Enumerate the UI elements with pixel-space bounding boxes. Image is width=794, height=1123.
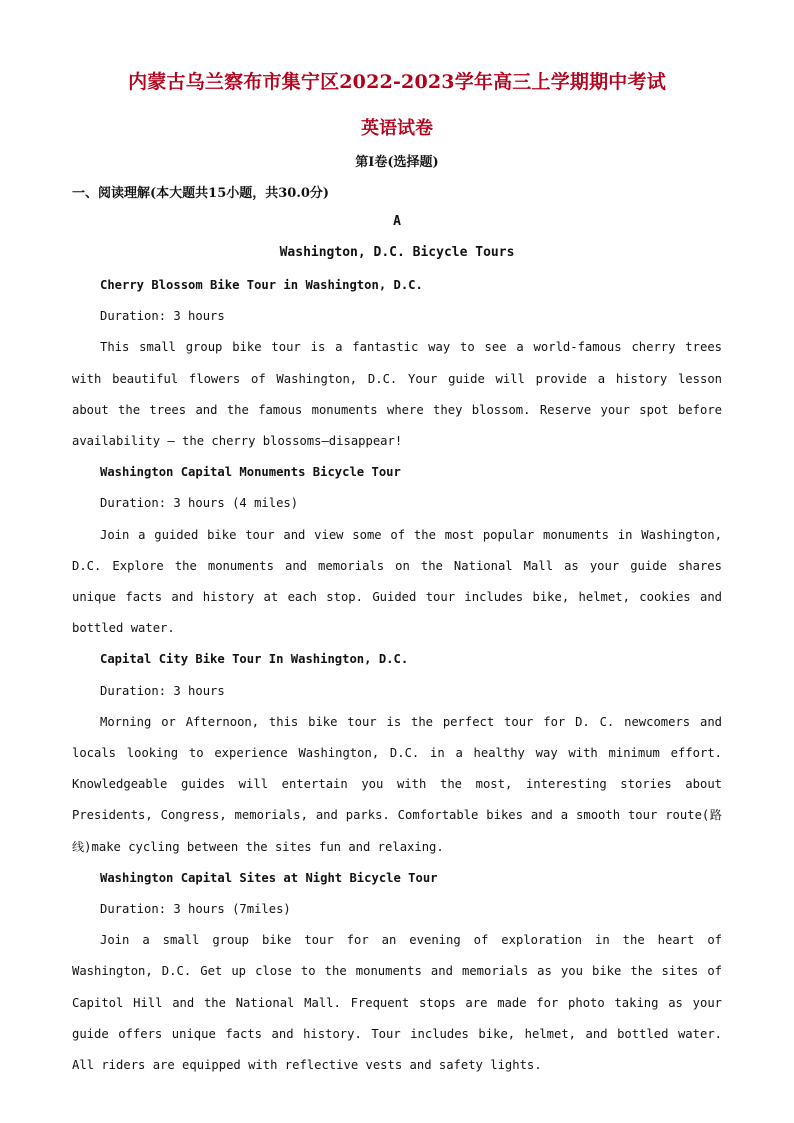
tour-name: Washington Capital Sites at Night Bicycle Tour <box>100 870 438 885</box>
tour-description: Join a small group bike tour for an evening of exploration in the heart of Washington, D.C. Get up close to the monuments and memorials as you bike the sites of Capitol Hill and the National Mall. Frequent stops are made for photo taking as your guide offers unique facts and history. Tour includes bike, helmet, and bottled water. All riders are equipped with reflective vests and safety lights. <box>72 933 722 1073</box>
tour-description: Morning or Afternoon, this bike tour is the perfect tour for D. C. newcomers and locals looking to experience Washington, D.C. in a healthy way with minimum effort. Knowledgeable guides will entertain you with the most, interesting stories about Presidents, Congress, memorials, and parks. Comfortable bikes and a smooth tour route(路线)make cycling between the sites fun and relaxing. <box>72 714 722 854</box>
tour-description: Join a guided bike tour and view some of the most popular monuments in Washington, D.C. Explore the monuments and memorials on the National Mall as your guide shares unique facts and history at each stop. Guided tour includes bike, helmet, cookies and bottled water. <box>72 527 722 636</box>
tour-name: Capital City Bike Tour In Washington, D.C. <box>100 652 409 667</box>
section-heading: 一、阅读理解(本大题共15小题，共30.0分) <box>72 186 330 201</box>
passage-label: A <box>393 214 401 229</box>
volume-label: 第I卷(选择题) <box>355 155 439 170</box>
tour-description: This small group bike tour is a fantastic way to see a world-famous cherry trees with beautiful flowers of Washington, D.C. Your guide will provide a history lesson about the trees and the famous monuments where they blossom. Reserve your spot before availability — the cherry blossoms—disappear! <box>72 340 722 449</box>
tour-duration: Duration: 3 hours (4 miles) <box>100 496 299 511</box>
tour-duration: Duration: 3 hours (7miles) <box>100 902 291 917</box>
tour-name: Washington Capital Monuments Bicycle Tour <box>100 465 401 480</box>
tour-name: Cherry Blossom Bike Tour in Washington, D.C. <box>100 278 423 292</box>
tour-duration: Duration: 3 hours <box>100 683 225 698</box>
passage-content <box>72 270 722 1081</box>
exam-subtitle: 英语试卷 <box>361 118 433 139</box>
passage-title: Washington, D.C. Bicycle Tours <box>279 245 515 260</box>
tour-duration: Duration: 3 hours <box>100 309 225 324</box>
exam-title: 内蒙古乌兰察布市集宁区2022-2023学年高三上学期期中考试 <box>128 71 666 93</box>
